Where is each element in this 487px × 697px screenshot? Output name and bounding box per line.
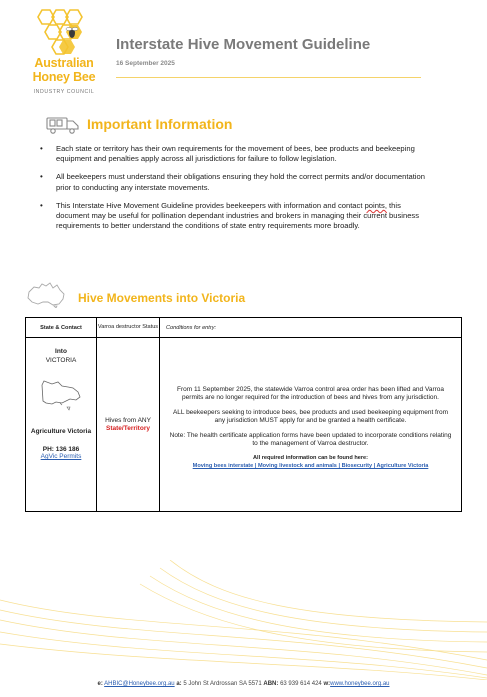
status-line: Hives from ANY — [105, 416, 151, 424]
header-varroa-status: Varroa destructor Status — [97, 318, 160, 338]
footer-address: 5 John St Ardrossan SA 5571 — [183, 681, 262, 687]
footer-email-link[interactable]: AHBIC@Honeybee.org.au — [104, 681, 175, 687]
agency-name: Agriculture Victoria — [30, 428, 92, 435]
important-info-heading: Important Information — [87, 116, 233, 132]
agvic-permits-link[interactable]: AgVic Permits — [40, 453, 82, 460]
footer-web-link[interactable]: www.honeybee.org.au — [330, 681, 390, 687]
condition-paragraph: ALL beekeepers seeking to introduce bees, bee products and used beekeeping equipment from any jurisdiction MUST apply for and be granted a health certificate. — [172, 409, 449, 424]
state-contact-cell — [26, 338, 97, 512]
logo-line-3: INDUSTRY COUNCIL — [33, 89, 95, 95]
logo-line-1: Australian — [34, 56, 94, 70]
bullet-text-end: this document may be useful for pollination dependant industries and brokers in managing their current business requirements to better understand the conditions of state entry requirements more broadly. — [56, 200, 420, 231]
list-item — [40, 201, 435, 232]
bee-hexagon-logo-icon — [24, 6, 104, 56]
decorative-waves — [0, 560, 487, 680]
table-header-row — [26, 318, 462, 338]
australia-map-icon — [26, 280, 68, 308]
ahbic-logo — [24, 6, 104, 102]
victoria-entry-table — [25, 317, 462, 512]
required-info-links[interactable]: Moving bees interstate | Moving livestock and animals | Biosecurity | Agriculture Victoria — [192, 463, 429, 469]
into-state: Into VICTORIA — [45, 348, 77, 364]
varroa-status-cell — [97, 338, 160, 512]
required-info-label: All required information can be found here: — [253, 455, 368, 461]
bullet-text-start: This Interstate Hive Movement Guideline provides beekeepers with information and contact — [56, 200, 365, 210]
header-state-contact: State & Contact — [26, 318, 97, 338]
header-conditions: Conditions for entry: — [160, 318, 462, 338]
condition-paragraph: Note: The health certificate application forms have been updated to incorporate conditions relating to the management of Varroa destructor. — [169, 432, 452, 447]
truck-icon — [46, 113, 80, 135]
document-title: Interstate Hive Movement Guideline — [116, 36, 371, 53]
list-item: • All beekeepers must understand their obligations ensuring they hold the correct permits and/or documentation prior to conducting any interstate movements. — [40, 172, 435, 192]
page-footer: e: AHBIC@Honeybee.org.au a: 5 John St Ardrossan SA 5571 ABN: 63 939 614 424 w:www.honeybee.org.au — [97, 681, 390, 687]
spellcheck-underlined-word: points, — [364, 200, 387, 210]
footer-abn: 63 939 614 424 — [280, 681, 322, 687]
header-divider — [116, 77, 421, 78]
status-highlight: State/Territory — [106, 424, 150, 432]
document-date: 16 September 2025 — [116, 60, 175, 67]
logo-line-2: Honey Bee — [32, 70, 96, 84]
section-heading: Hive Movements into Victoria — [78, 291, 246, 305]
important-info-list — [40, 144, 435, 239]
table-row — [26, 338, 462, 512]
victoria-map-icon — [40, 379, 82, 413]
conditions-cell — [160, 338, 462, 512]
phone-number: PH: 136 186 — [42, 446, 80, 453]
list-item: • Each state or territory has their own requirements for the movement of bees, bee products and beekeeping equipment and penalties apply across all jurisdictions for failure to follow legislation. — [40, 144, 435, 164]
condition-paragraph: From 11 September 2025, the statewide Varroa control area order has been lifted and Varroa permits are no longer required for the introduction of bees and hives from any jurisdiction. — [176, 386, 444, 401]
